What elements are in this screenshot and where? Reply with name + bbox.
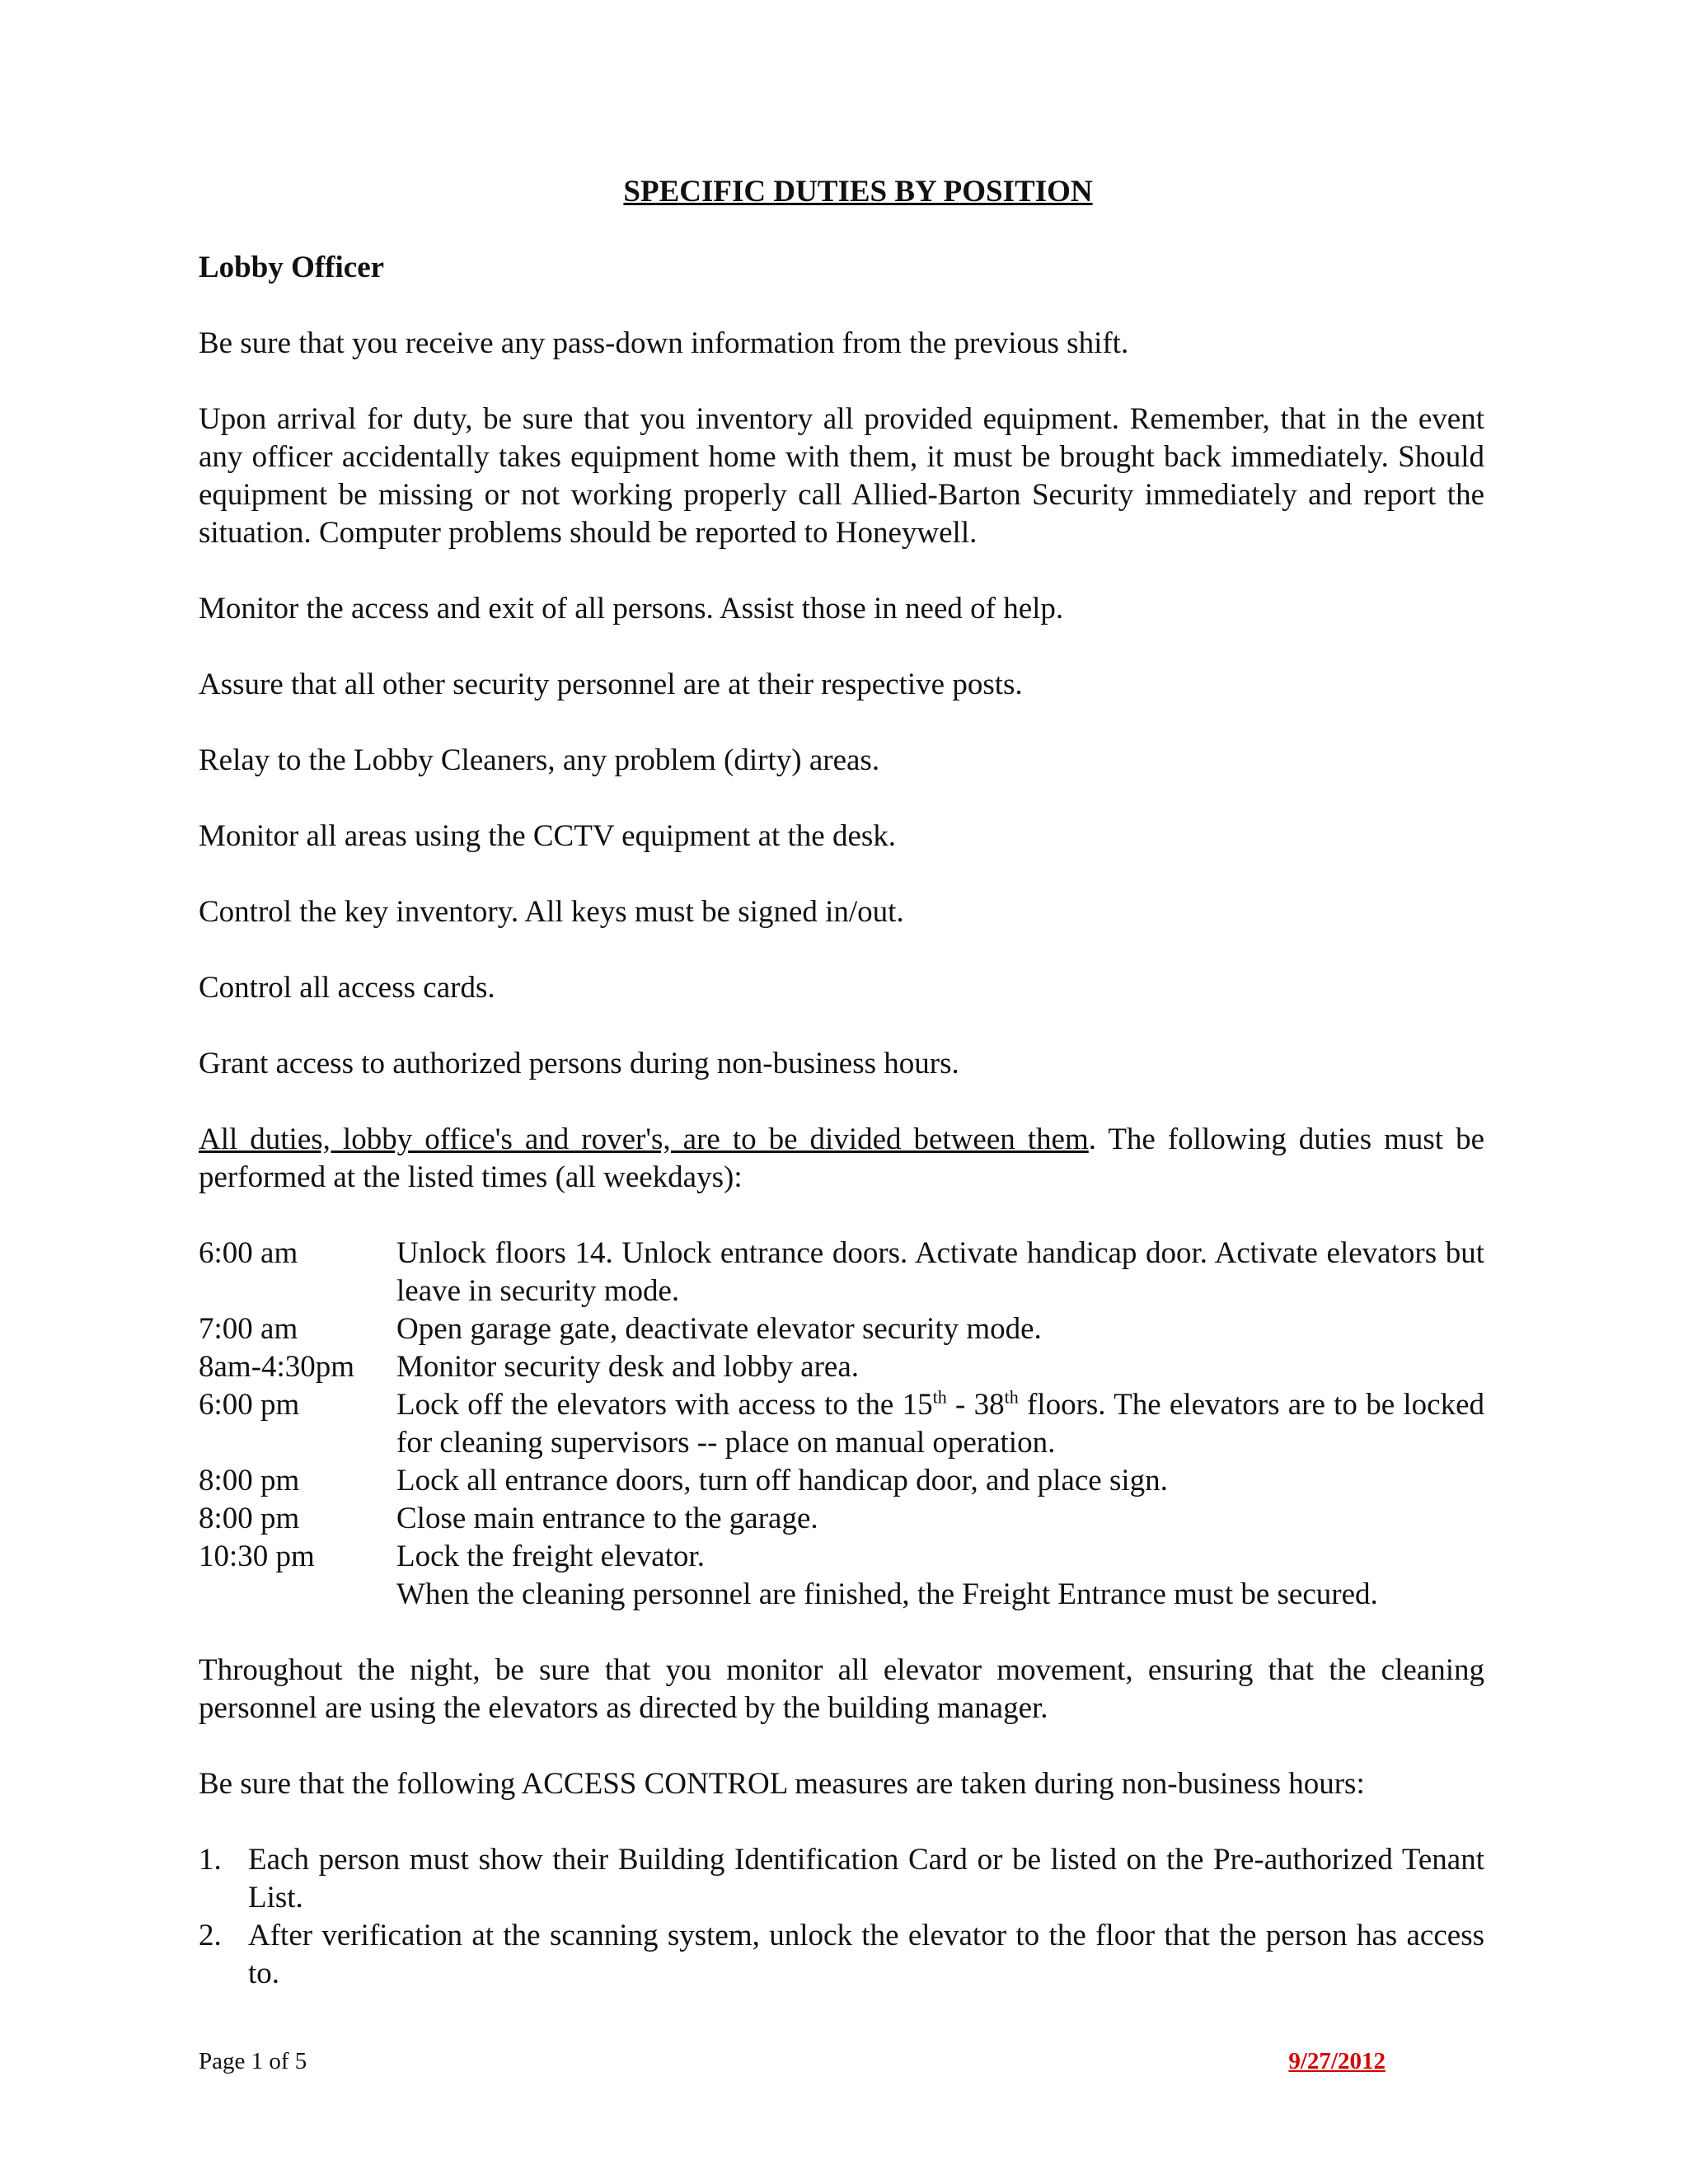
schedule-row bbox=[199, 1235, 1484, 1310]
paragraph: Be sure that you receive any pass-down information from the previous shift. bbox=[199, 326, 1129, 360]
paragraph: Control the key inventory. All keys must be signed in/out. bbox=[199, 895, 904, 929]
ordinal-suffix: th bbox=[932, 1386, 947, 1408]
duty-schedule bbox=[199, 1235, 1484, 1614]
schedule-task: Lock all entrance doors, turn off handicap door, and place sign. bbox=[396, 1464, 1168, 1497]
schedule-task: Monitor security desk and lobby area. bbox=[396, 1350, 860, 1384]
ordinal-suffix: th bbox=[1004, 1386, 1019, 1408]
list-text: Each person must show their Building Identification Card or be listed on the Pre-authorized Tenant List. bbox=[248, 1843, 1484, 1915]
access-control-list bbox=[199, 1841, 1484, 1993]
schedule-row bbox=[199, 1310, 1484, 1348]
schedule-time: 6:00 am bbox=[199, 1236, 298, 1270]
paragraph: Relay to the Lobby Cleaners, any problem (dirty) areas. bbox=[199, 743, 880, 777]
document-body bbox=[199, 173, 1484, 1993]
schedule-time: 10:30 pm bbox=[199, 1540, 315, 1573]
page-footer bbox=[199, 2048, 1386, 2075]
schedule-task: When the cleaning personnel are finished, the Freight Entrance must be secured. bbox=[396, 1577, 1378, 1611]
division-note-underlined: All duties, lobby office's and rover's, are to be divided between them bbox=[199, 1122, 1089, 1156]
schedule-time: 8am-4:30pm bbox=[199, 1350, 355, 1384]
paragraph: Control all access cards. bbox=[199, 971, 495, 1005]
paragraph: Grant access to authorized persons during non-business hours. bbox=[199, 1047, 959, 1080]
paragraph: Assure that all other security personnel are at their respective posts. bbox=[199, 668, 1023, 701]
schedule-task: Unlock floors 14. Unlock entrance doors. Activate handicap door. Activate elevators but leave in security mode. bbox=[396, 1236, 1484, 1308]
division-note-rest: . The following duties must be performed at the listed times (all weekdays): bbox=[199, 1122, 1484, 1194]
schedule-row bbox=[199, 1462, 1484, 1500]
schedule-time bbox=[199, 1576, 396, 1614]
paragraph: Monitor all areas using the CCTV equipment at the desk. bbox=[199, 819, 897, 853]
list-item bbox=[199, 1917, 1484, 1993]
schedule-time: 7:00 am bbox=[199, 1312, 298, 1346]
footer-date: 9/27/2012 bbox=[1288, 2048, 1386, 2074]
task-text: Lock off the elevators with access to the 15 bbox=[396, 1388, 933, 1422]
schedule-row bbox=[199, 1348, 1484, 1386]
paragraph: Monitor the access and exit of all persons. Assist those in need of help. bbox=[199, 592, 1064, 626]
paragraph: Throughout the night, be sure that you monitor all elevator movement, ensuring that the cleaning personnel are using the elevators as directed by the building manager. bbox=[199, 1653, 1484, 1725]
schedule-task: Close main entrance to the garage. bbox=[396, 1502, 818, 1535]
task-text: - 38 bbox=[946, 1388, 1005, 1422]
list-item bbox=[199, 1841, 1484, 1917]
paragraph: Upon arrival for duty, be sure that you inventory all provided equipment. Remember, that in the event any officer accidentally takes equipment home with them, it must be brought back immediately. Should equipment be missing or not working properly call Allied-Barton Security immediately and report the situation. Computer problems should be reported to Honeywell. bbox=[199, 402, 1484, 550]
schedule-row bbox=[199, 1500, 1484, 1538]
division-note bbox=[199, 1121, 1484, 1197]
schedule-row bbox=[199, 1538, 1484, 1576]
schedule-time: 6:00 pm bbox=[199, 1388, 300, 1422]
document-title: SPECIFIC DUTIES BY POSITION bbox=[623, 175, 1093, 209]
schedule-row bbox=[199, 1576, 1484, 1614]
list-number: 1. bbox=[199, 1843, 222, 1877]
task-text: floors. The elevators are to be locked for cleaning supervisors -- place on manual operation. bbox=[396, 1388, 1485, 1460]
schedule-time: 8:00 pm bbox=[199, 1464, 300, 1497]
list-number: 2. bbox=[199, 1919, 222, 1952]
schedule-task bbox=[396, 1386, 1484, 1462]
paragraph: Be sure that the following ACCESS CONTROL measures are taken during non-business hours: bbox=[199, 1767, 1365, 1801]
page-number: Page 1 of 5 bbox=[199, 2048, 307, 2074]
section-heading: Lobby Officer bbox=[199, 251, 385, 284]
schedule-row bbox=[199, 1386, 1484, 1462]
schedule-task: Open garage gate, deactivate elevator security mode. bbox=[396, 1312, 1042, 1346]
list-text: After verification at the scanning system, unlock the elevator to the floor that the person has access to. bbox=[248, 1919, 1484, 1990]
schedule-time: 8:00 pm bbox=[199, 1502, 300, 1535]
schedule-task: Lock the freight elevator. bbox=[396, 1540, 705, 1573]
